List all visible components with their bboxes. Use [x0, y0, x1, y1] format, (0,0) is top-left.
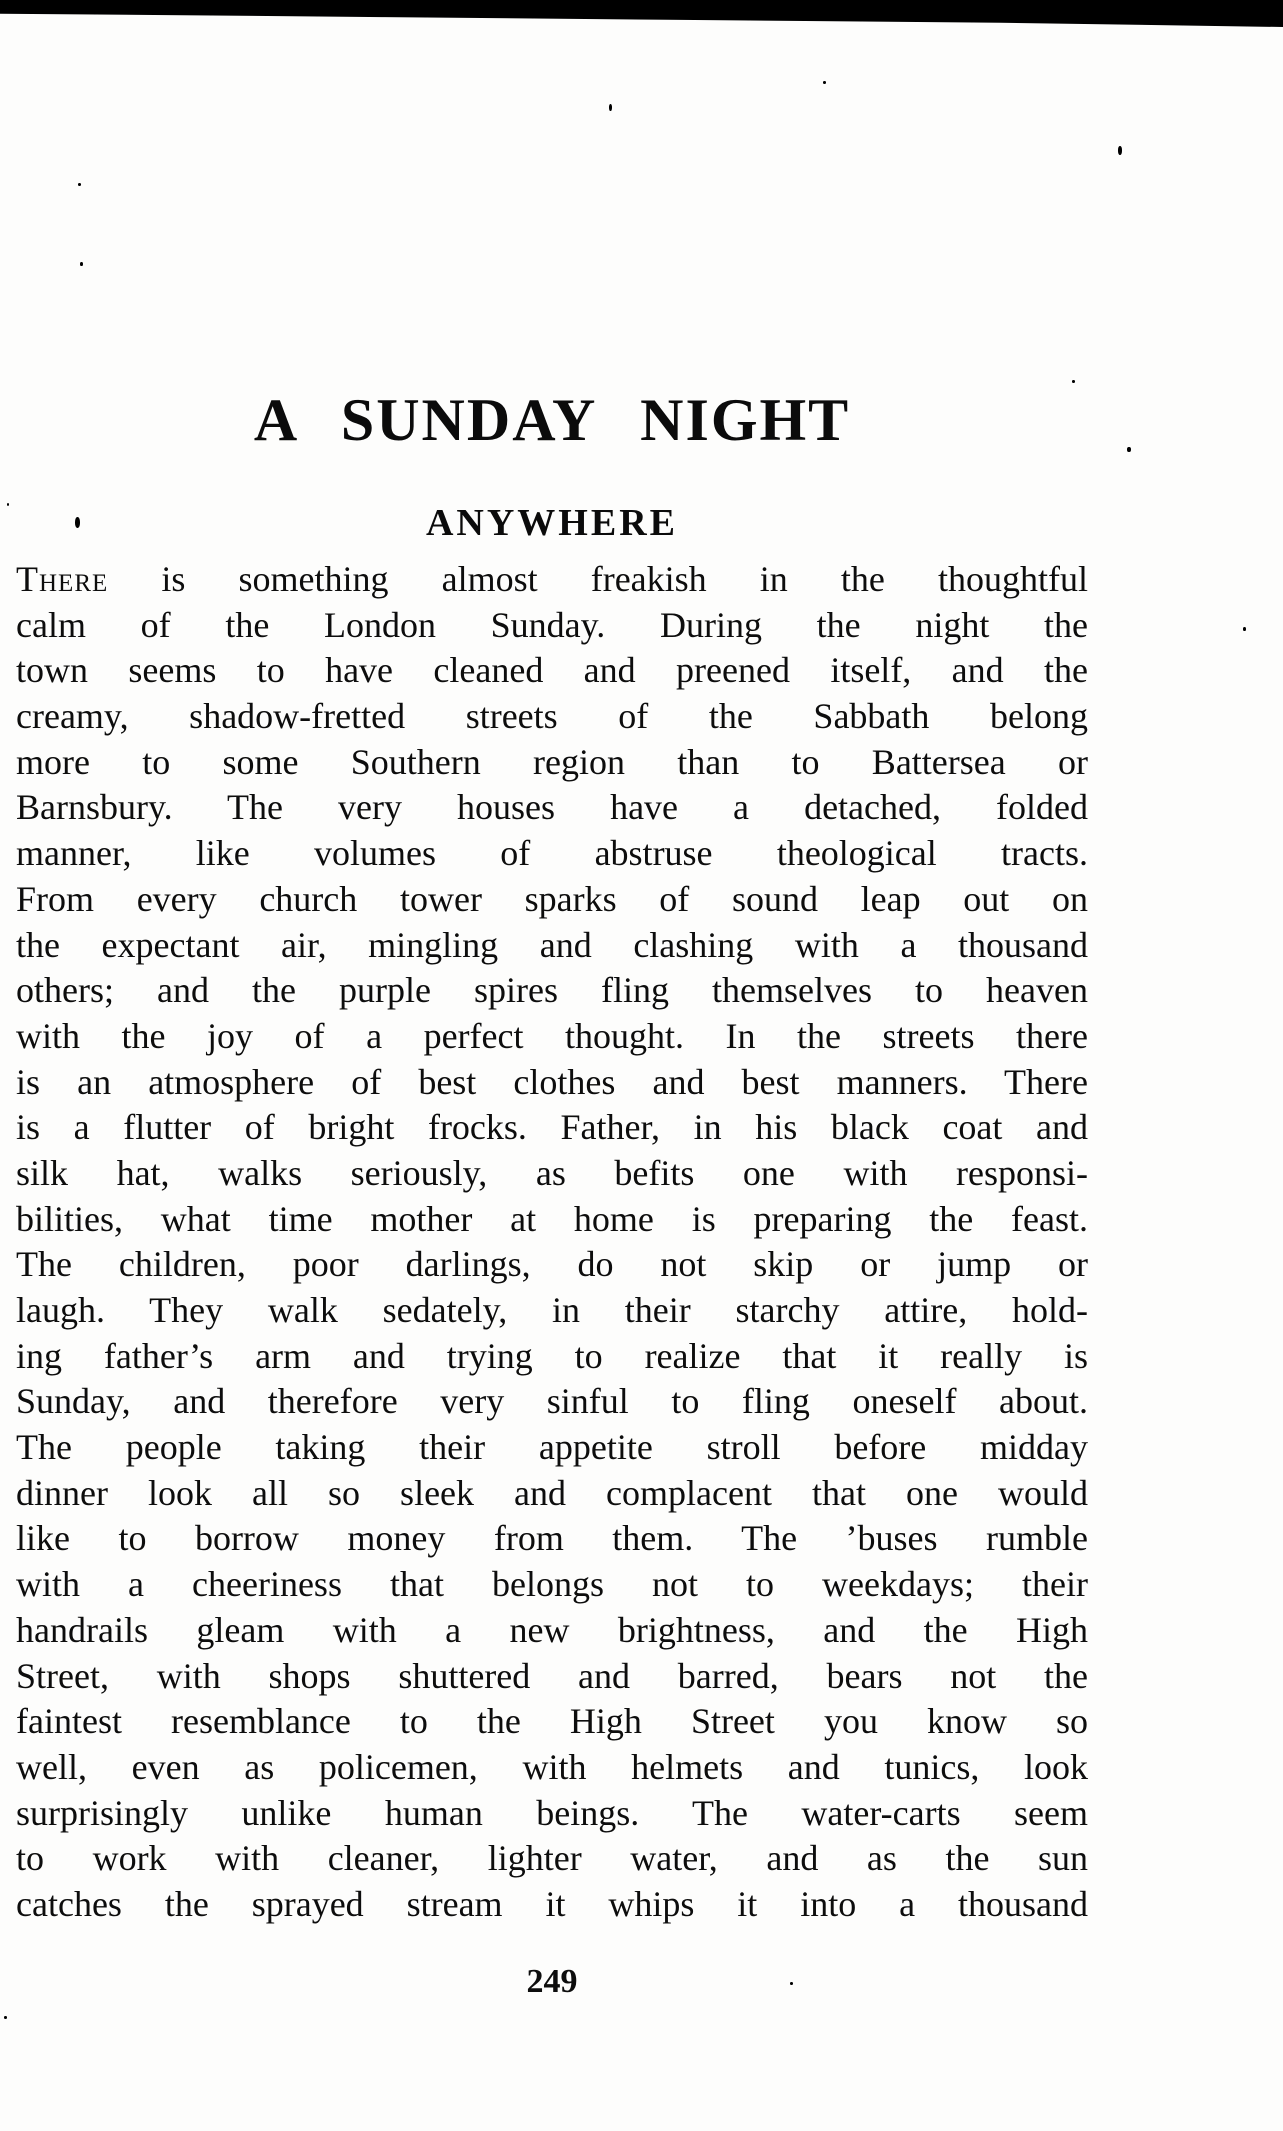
scan-speck: [4, 2016, 7, 2019]
scan-speck: [80, 262, 83, 266]
text-line: well, even as policemen, with helmets and tunics, look: [16, 1746, 1088, 1787]
text-line: From every church tower sparks of sound leap out on: [16, 878, 1088, 919]
text-line: catches the sprayed stream it whips it into a thousand: [16, 1883, 1088, 1924]
text-line: silk hat, walks seriously, as befits one with responsi-: [16, 1152, 1088, 1193]
text-line: with the joy of a perfect thought. In the streets there: [16, 1015, 1088, 1056]
text-line: more to some Southern region than to Battersea or: [16, 741, 1088, 782]
text-line: The children, poor darlings, do not skip or jump or: [16, 1244, 1088, 1285]
text-line: calm of the London Sunday. During the night the: [16, 604, 1088, 645]
text-line: like to borrow money from them. The ’buses rumble: [16, 1518, 1088, 1559]
scan-speck: [1243, 627, 1246, 631]
text-line: bilities, what time mother at home is preparing the feast.: [16, 1198, 1088, 1239]
text-line: Sunday, and therefore very sinful to fling oneself about.: [16, 1381, 1088, 1422]
text-line: creamy, shadow-fretted streets of the Sabbath belong: [16, 696, 1088, 737]
text-line: ing father’s arm and trying to realize that it really is: [16, 1335, 1088, 1376]
scan-speck: [7, 503, 9, 506]
scan-speck: [790, 1982, 793, 1985]
text-line: surprisingly unlike human beings. The water-carts seem: [16, 1792, 1088, 1833]
text-line: with a cheeriness that belongs not to weekdays; their: [16, 1564, 1088, 1605]
scan-speck: [1127, 447, 1131, 452]
first-line-rest: is something almost freakish in the thoughtful: [108, 559, 1088, 599]
text-line: faintest resemblance to the High Street you know so: [16, 1701, 1088, 1742]
text-line: handrails gleam with a new brightness, and the High: [16, 1609, 1088, 1650]
scan-speck: [78, 183, 81, 186]
text-line: town seems to have cleaned and preened itself, and the: [16, 650, 1088, 691]
text-line: The people taking their appetite stroll before midday: [16, 1427, 1088, 1468]
text-line: is an atmosphere of best clothes and best manners. There: [16, 1061, 1088, 1102]
page-number: 249: [526, 1963, 578, 2000]
lead-word-small-caps: There: [16, 559, 109, 599]
text-line: dinner look all so sleek and complacent that one would: [16, 1472, 1088, 1513]
scan-artifact-top-bar: [0, 0, 1283, 30]
text-line: laugh. They walk sedately, in their starchy attire, hold-: [16, 1290, 1088, 1330]
scan-speck: [75, 517, 80, 528]
text-line: is a flutter of bright frocks. Father, in his black coat and: [16, 1107, 1088, 1148]
scan-speck: [609, 104, 612, 111]
scan-speck: [1118, 146, 1122, 155]
text-line: to work with cleaner, lighter water, and as the sun: [16, 1838, 1088, 1879]
text-line: others; and the purple spires fling themselves to heaven: [16, 970, 1088, 1011]
scan-speck: [823, 81, 826, 84]
text-line: Street, with shops shuttered and barred, bears not the: [16, 1655, 1088, 1696]
text-line: manner, like volumes of abstruse theological tracts.: [16, 833, 1088, 874]
text-line: the expectant air, mingling and clashing with a thousand: [16, 924, 1088, 965]
section-subtitle: ANYWHERE: [425, 501, 679, 544]
body-paragraph: [16, 557, 1088, 1928]
scan-speck: [1072, 380, 1075, 383]
text-line-first: [16, 557, 1088, 603]
text-line: Barnsbury. The very houses have a detached, folded: [16, 787, 1088, 828]
page-title: A SUNDAY NIGHT: [253, 387, 851, 454]
